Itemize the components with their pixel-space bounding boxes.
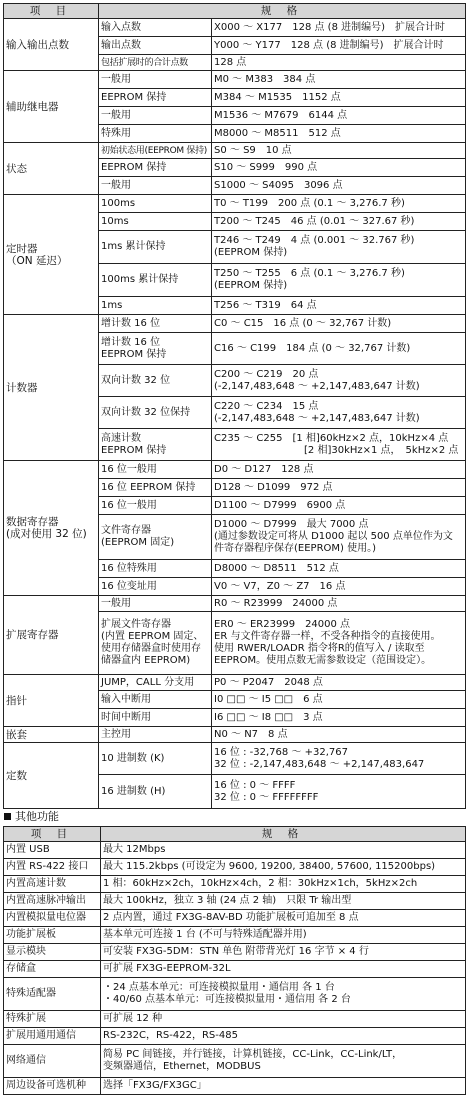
- spec-cell: 2 点内置，通过 FX3G-8AV-BD 功能扩展板可追加至 8 点: [101, 910, 466, 927]
- subitem-cell: 16 位变址用: [99, 578, 212, 596]
- spec-cell: 最大 12Mbps: [101, 842, 466, 859]
- subitem-cell: 扩展文件寄存器 (内置 EEPROM 固定、 使用存储器盒时使用存 储器盒内 EEPROM): [99, 612, 212, 675]
- table-row: [4, 743, 466, 775]
- item-cell: 内置高速脉冲输出: [4, 893, 101, 910]
- subitem-cell: 初始状态用(EEPROM 保持): [99, 143, 212, 159]
- subitem-cell: 100ms: [99, 195, 212, 213]
- spec-cell: 1 相：60kHz×2ch，10kHz×4ch，2 相：30kHz×1ch，5kHz×2ch: [101, 876, 466, 893]
- spec-cell: S1000 ～ S4095 3096 点: [212, 177, 466, 195]
- subitem-cell: 增计数 16 位: [99, 315, 212, 333]
- item-cell: 特殊适配器: [4, 978, 101, 1011]
- spec-cell: D0 ～ D127 128 点: [212, 461, 466, 479]
- spec-cell: 16 位 : -32,768 ～ +32,767 32 位 : -2,147,483,648 ～ +2,147,483,647: [212, 743, 466, 775]
- item-cell: 显示模块: [4, 944, 101, 961]
- spec-cell: D8000 ～ D8511 512 点: [212, 560, 466, 578]
- table-row: [4, 315, 466, 333]
- spec-cell: M8000 ～ M8511 512 点: [212, 125, 466, 143]
- spec-cell: T250 ～ T255 6 点 (0.1 ～ 3,276.7 秒) (EEPROM 保持): [212, 264, 466, 297]
- subitem-cell: 一般用: [99, 177, 212, 195]
- table-row: [4, 978, 466, 1011]
- table-row: [4, 71, 466, 89]
- section-title-text: 其他功能: [15, 810, 59, 823]
- header-item: 项 目: [4, 827, 101, 842]
- spec-cell: D1000 ～ D7999 最大 7000 点 (通过参数设定可将从 D1000 起以 500 点单位作为文 件寄存器程序保存(EEPROM) 使用。): [212, 515, 466, 560]
- spec-cell: R0 ～ R23999 24000 点: [212, 596, 466, 612]
- table-row: [4, 727, 466, 743]
- table-row: [4, 1028, 466, 1045]
- table-row: [4, 1078, 466, 1095]
- item-cell: 特殊扩展: [4, 1011, 101, 1028]
- subitem-cell: 一般用: [99, 71, 212, 89]
- table-row: [4, 461, 466, 479]
- table-row: [4, 675, 466, 691]
- spec-cell: RS-232C，RS-422，RS-485: [101, 1028, 466, 1045]
- subitem-cell: 高速计数 EEPROM 保持: [99, 429, 212, 461]
- spec-cell: ・24 点基本单元：可连接模拟量用・通信用 各 1 台 ・40/60 点基本单元：可连接模拟量用・通信用 各 2 台: [101, 978, 466, 1011]
- spec-cell: V0 ～ V7，Z0 ～ Z7 16 点: [212, 578, 466, 596]
- spec-cell: N0 ～ N7 8 点: [212, 727, 466, 743]
- category-cell: 指针: [4, 675, 99, 727]
- subitem-cell: 16 进制数 (H): [99, 775, 212, 809]
- table-row: [4, 143, 466, 159]
- category-cell: 输入输出点数: [4, 19, 99, 71]
- table-row: [4, 195, 466, 213]
- spec-cell: T256 ～ T319 64 点: [212, 297, 466, 315]
- subitem-cell: 10 进制数 (K): [99, 743, 212, 775]
- item-cell: 内置模拟量电位器: [4, 910, 101, 927]
- table-row: [4, 1045, 466, 1078]
- spec-cell: D128 ～ D1099 972 点: [212, 479, 466, 497]
- category-cell: 扩展寄存器: [4, 596, 99, 675]
- spec-cell: 选择「FX3G/FX3GC」: [101, 1078, 466, 1095]
- table-row: [4, 596, 466, 612]
- spec-cell: M1536 ～ M7679 6144 点: [212, 107, 466, 125]
- section-title-other-functions: [3, 810, 59, 824]
- table-row: [4, 1011, 466, 1028]
- spec-cell: I6 □□ ～ I8 □□ 3 点: [212, 709, 466, 727]
- spec-cell: C235 ～ C255 [1 相]60kHz×2 点，10kHz×4 点 [2 相]30kHz×1 点， 5kHz×2 点: [212, 429, 466, 461]
- item-cell: 内置高速计数: [4, 876, 101, 893]
- subitem-cell: 1ms 累计保持: [99, 231, 212, 264]
- spec-cell: M0 ～ M383 384 点: [212, 71, 466, 89]
- spec-cell: 可安装 FX3G-5DM：STN 单色 附带背光灯 16 字节 × 4 行: [101, 944, 466, 961]
- subitem-cell: 16 位一般用: [99, 461, 212, 479]
- table-row: [4, 876, 466, 893]
- item-cell: 扩展用通用通信: [4, 1028, 101, 1045]
- spec-cell: 可扩展 12 种: [101, 1011, 466, 1028]
- spec-cell: T0 ～ T199 200 点 (0.1 ～ 3,276.7 秒): [212, 195, 466, 213]
- category-cell: 计数器: [4, 315, 99, 461]
- subitem-cell: 输入中断用: [99, 691, 212, 709]
- header-item: 项 目: [4, 4, 99, 19]
- specification-table: [3, 3, 466, 809]
- subitem-cell: 特殊用: [99, 125, 212, 143]
- table-row: [4, 19, 466, 37]
- subitem-cell: 主控用: [99, 727, 212, 743]
- spec-cell: D1100 ～ D7999 6900 点: [212, 497, 466, 515]
- table-header-row: [4, 827, 466, 842]
- square-bullet-icon: [4, 813, 11, 820]
- spec-cell: C200 ～ C219 20 点 (-2,147,483,648 ～ +2,147,483,647 计数): [212, 365, 466, 397]
- subitem-cell: 16 位一般用: [99, 497, 212, 515]
- subitem-cell: EEPROM 保持: [99, 89, 212, 107]
- table-header-row: [4, 4, 466, 19]
- spec-cell: 最大 115.2kbps (可设定为 9600, 19200, 38400, 57600, 115200bps): [101, 859, 466, 876]
- header-spec: 规 格: [99, 4, 466, 19]
- subitem-cell: 16 位 EEPROM 保持: [99, 479, 212, 497]
- spec-cell: P0 ～ P2047 2048 点: [212, 675, 466, 691]
- subitem-cell: 文件寄存器 (EEPROM 固定): [99, 515, 212, 560]
- table-row: [4, 842, 466, 859]
- item-cell: 内置 USB: [4, 842, 101, 859]
- category-cell: 辅助继电器: [4, 71, 99, 143]
- subitem-cell: 增计数 16 位 EEPROM 保持: [99, 333, 212, 365]
- subitem-cell: EEPROM 保持: [99, 159, 212, 177]
- spec-cell: 最大 100kHz，独立 3 轴 (24 点 2 轴) 只限 Tr 输出型: [101, 893, 466, 910]
- spec-cell: I0 □□ ～ I5 □□ 6 点: [212, 691, 466, 709]
- subitem-cell: 一般用: [99, 596, 212, 612]
- table-row: [4, 893, 466, 910]
- other-functions-table: [3, 826, 466, 1095]
- table-row: [4, 944, 466, 961]
- category-cell: 定时器 （ON 延迟）: [4, 195, 99, 315]
- category-cell: 状态: [4, 143, 99, 195]
- subitem-cell: 输出点数: [99, 37, 212, 55]
- subitem-cell: 双向计数 32 位保持: [99, 397, 212, 429]
- item-cell: 内置 RS-422 接口: [4, 859, 101, 876]
- subitem-cell: 10ms: [99, 213, 212, 231]
- item-cell: 功能扩展板: [4, 927, 101, 944]
- subitem-cell: 100ms 累计保持: [99, 264, 212, 297]
- spec-cell: M384 ～ M1535 1152 点: [212, 89, 466, 107]
- subitem-cell: 16 位特殊用: [99, 560, 212, 578]
- spec-cell: X000 ～ X177 128 点 (8 进制编号) 扩展合计时: [212, 19, 466, 37]
- spec-cell: Y000 ～ Y177 128 点 (8 进制编号) 扩展合计时: [212, 37, 466, 55]
- category-cell: 定数: [4, 743, 99, 809]
- subitem-cell: 1ms: [99, 297, 212, 315]
- item-cell: 周边设备可选机种: [4, 1078, 101, 1095]
- subitem-cell: 一般用: [99, 107, 212, 125]
- spec-cell: 基本单元可连接 1 台 (不可与特殊适配器并用): [101, 927, 466, 944]
- category-cell: 嵌套: [4, 727, 99, 743]
- spec-cell: 128 点: [212, 55, 466, 71]
- subitem-cell: 输入点数: [99, 19, 212, 37]
- spec-cell: T246 ～ T249 4 点 (0.001 ～ 32.767 秒) (EEPROM 保持): [212, 231, 466, 264]
- table-row: [4, 859, 466, 876]
- spec-cell: C16 ～ C199 184 点 (0 ～ 32,767 计数): [212, 333, 466, 365]
- subitem-cell: 时间中断用: [99, 709, 212, 727]
- subitem-cell: 双向计数 32 位: [99, 365, 212, 397]
- category-cell: 数据寄存器 (成对使用 32 位): [4, 461, 99, 596]
- spec-cell: C220 ～ C234 15 点 (-2,147,483,648 ～ +2,147,483,647 计数): [212, 397, 466, 429]
- header-spec: 规 格: [101, 827, 466, 842]
- spec-cell: S10 ～ S999 990 点: [212, 159, 466, 177]
- spec-cell: S0 ～ S9 10 点: [212, 143, 466, 159]
- item-cell: 存储盒: [4, 961, 101, 978]
- spec-cell: T200 ～ T245 46 点 (0.01 ～ 327.67 秒): [212, 213, 466, 231]
- table-row: [4, 927, 466, 944]
- spec-cell: 简易 PC 间链接，并行链接，计算机链接，CC-Link，CC-Link/LT， 变频器通信，Ethernet，MODBUS: [101, 1045, 466, 1078]
- spec-cell: C0 ～ C15 16 点 (0 ～ 32,767 计数): [212, 315, 466, 333]
- table-row: [4, 910, 466, 927]
- spec-cell: ER0 ～ ER23999 24000 点 ER 与文件寄存器一样，不受各种指令的直接使用。 使用 RWER/LOADR 指令将R的值写入 / 读取至 EEPROM。使用点数无需参数设定（范围设定）。: [212, 612, 466, 675]
- item-cell: 网络通信: [4, 1045, 101, 1078]
- subitem-cell: 包括扩展时的合计点数: [99, 55, 212, 71]
- subitem-cell: JUMP，CALL 分支用: [99, 675, 212, 691]
- spec-cell: 16 位 : 0 ～ FFFF 32 位 : 0 ～ FFFFFFFF: [212, 775, 466, 809]
- spec-cell: 可扩展 FX3G-EEPROM-32L: [101, 961, 466, 978]
- table-row: [4, 961, 466, 978]
